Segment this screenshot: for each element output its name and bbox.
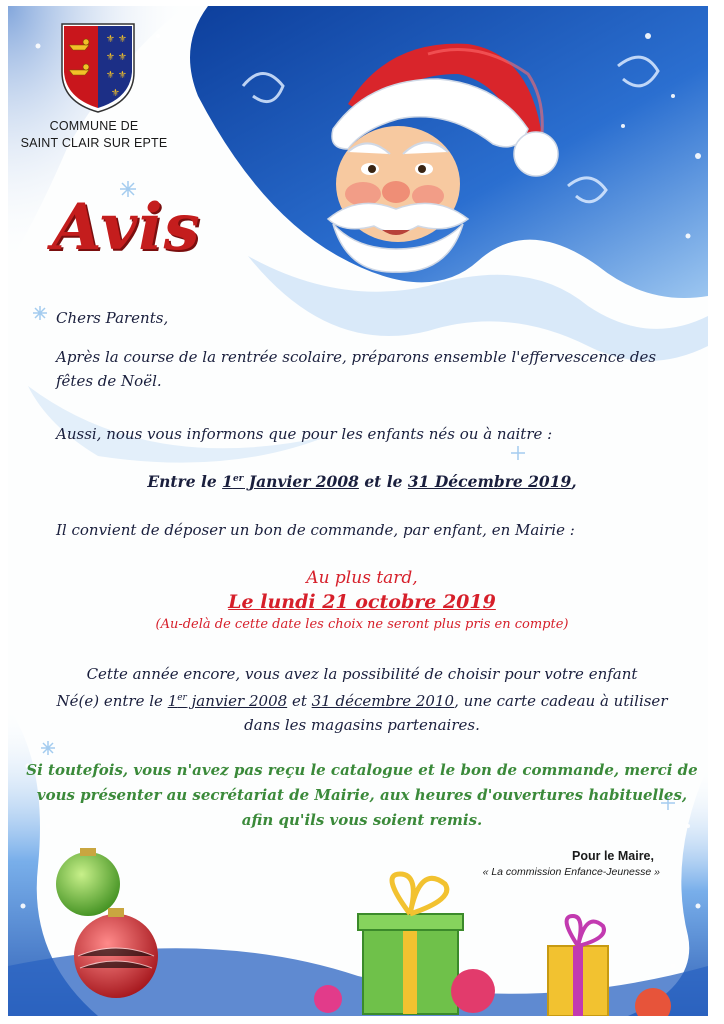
start-date: 1er Janvier 2008 xyxy=(222,472,359,492)
offer-start-date: 1er janvier 2008 xyxy=(167,692,288,710)
svg-text:⚜: ⚜ xyxy=(118,34,127,45)
svg-text:⚜: ⚜ xyxy=(106,34,115,45)
end-date: 31 Décembre 2019 xyxy=(407,472,572,492)
offer-line3: dans les magasins partenaires. xyxy=(244,716,480,734)
note-line2: vous présenter au secrétariat de Mairie, aux heures d'ouvertures habituelles, xyxy=(36,786,688,804)
svg-text:⚜: ⚜ xyxy=(106,70,115,81)
svg-text:⚜: ⚜ xyxy=(118,70,127,81)
dates-middle: et le xyxy=(358,472,408,492)
svg-text:⚜: ⚜ xyxy=(106,52,115,63)
signature-committee: « La commission Enfance-Jeunesse » xyxy=(482,866,660,878)
greeting: Chers Parents, xyxy=(56,309,169,327)
gift-card-offer xyxy=(0,662,724,737)
intro-paragraph: Après la course de la rentrée scolaire, préparons ensemble l'effervescence des fêtes de Noël. xyxy=(56,348,657,390)
offer-end-date: 31 décembre 2010 xyxy=(311,692,455,710)
offer-line1: Cette année encore, vous avez la possibilité de choisir pour votre enfant xyxy=(86,665,638,683)
order-instruction: Il convient de déposer un bon de commande, par enfant, en Mairie : xyxy=(56,521,575,539)
deadline-date: Le lundi 21 octobre 2019 xyxy=(228,591,496,613)
offer-line2: Né(e) entre le 1er janvier 2008 et 31 décembre 2010, une carte cadeau à utiliser xyxy=(56,692,668,710)
catalogue-note xyxy=(0,758,724,833)
commune-name xyxy=(14,118,174,152)
info-paragraph: Aussi, nous vous informons que pour les enfants nés ou à naitre : xyxy=(56,425,553,443)
dates-prefix: Entre le xyxy=(147,472,223,492)
svg-text:⚜: ⚜ xyxy=(118,52,127,63)
deadline-note: (Au-delà de cette date les choix ne seront plus pris en compte) xyxy=(155,617,569,632)
deadline-block xyxy=(0,566,724,636)
signature xyxy=(420,848,660,880)
note-line1: Si toutefois, vous n'avez pas reçu le catalogue et le bon de commande, merci de xyxy=(26,761,698,779)
santa-claus-illustration xyxy=(278,34,578,274)
note-line3: afin qu'ils vous soient remis. xyxy=(241,811,483,829)
notice-title: Avis xyxy=(52,190,201,265)
eligible-dates-line xyxy=(0,467,724,494)
commune-coat-of-arms-logo xyxy=(58,20,138,116)
deadline-intro: Au plus tard, xyxy=(306,568,418,588)
svg-text:⚜: ⚜ xyxy=(111,88,120,99)
dates-suffix: , xyxy=(571,472,577,492)
commune-name-line1: COMMUNE DE xyxy=(49,119,139,133)
signature-title: Pour le Maire, xyxy=(572,849,654,863)
commune-name-line2: SAINT CLAIR SUR EPTE xyxy=(20,136,168,150)
